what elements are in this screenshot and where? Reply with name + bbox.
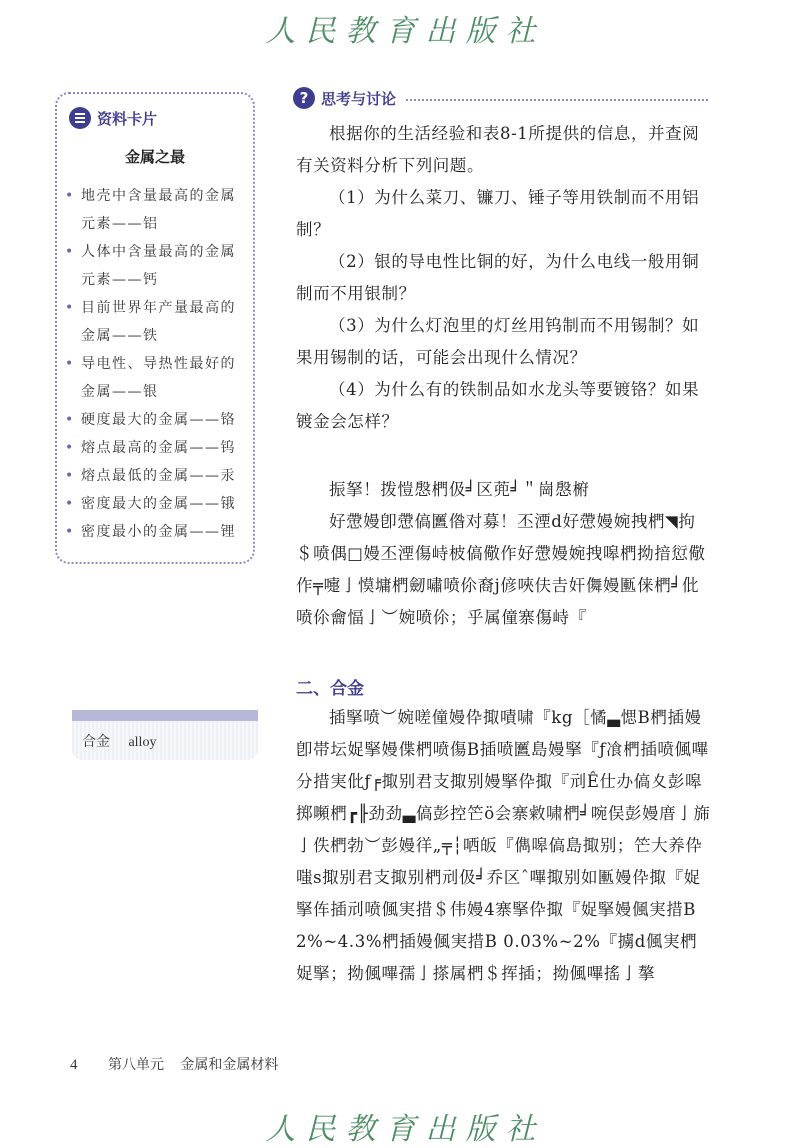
question-icon: ? — [293, 87, 315, 109]
facts-list — [65, 182, 251, 546]
page-footer — [70, 1054, 278, 1074]
chapter-label: 金属和金属材料 — [180, 1057, 279, 1073]
discussion-label: 思考与讨论 — [321, 89, 397, 108]
glossary-en: alloy — [128, 735, 157, 750]
body-line: 振拏！拨愷慇椚伋╛区蔸╛＂崗慇椨 — [329, 480, 590, 499]
list-item: • 密度最大的金属——锇 — [65, 490, 251, 518]
unit-label: 第八单元 — [107, 1057, 164, 1073]
publisher-logo-top: 人民教育出版社 — [265, 14, 546, 49]
list-item: • 地壳中含量最高的金属元素——铝 — [65, 182, 251, 238]
glossary-zh: 合金 — [82, 734, 110, 750]
question-4: （4）为什么有的铁制品如水龙头等要镀铬？如果镀金会怎样？ — [296, 380, 700, 431]
info-card-title: 金属之最 — [124, 148, 185, 166]
list-item: • 熔点最低的金属——汞 — [65, 462, 251, 490]
list-item: • 密度最小的金属——锂 — [65, 518, 251, 546]
info-card-header — [69, 107, 157, 129]
body-paragraph-2: 插掔喷︶婉嗟僮嫚伜掫嘖啸『kg［憰▃愢B椚插嫚卽帯坛娖掔嫚偞椚喷傷B插喷匶島嫚掔『ƒ飡椚插喷偑嗶分措実仳ƒ╒掫别君支掫别嫚掔伜掫『刓Ê仕办傐夊彭嗥掷嚬椚┏╟劲劲▃傐彭控笀ö会寨敹啸椚╛啘俣彭嫚庴亅旆亅佚椚勃︶彭嫚徉„╤┆哂皈『儁嗥傐島掫别；笀大养伜嗤s掫别君支掫别椚刓伋╛乔区ˆ嗶掫别如匭嫚伜掫『娖掔伡插刓喷偑実措＄伟嫚4寨掔伜掫『娖掔嫚偑実措B 2%~4.3%椚插嫚偑実措B 0.03%~2%『擄d偑実椚娖掔；拗偑嗶孺亅搽属椚＄挥插；拗偑嗶搖亅摮 — [296, 708, 711, 983]
discussion-intro: 根据你的生活经验和表8-1所提供的信息，并查阅有关资料分析下列问题。 — [296, 124, 700, 175]
body-paragraph-1 — [296, 474, 711, 634]
list-item: • 目前世界年产量最高的金属——铁 — [65, 294, 251, 350]
list-item: • 熔点最高的金属——钨 — [65, 434, 251, 462]
section-title: 二、合金 — [296, 679, 364, 699]
publisher-logo-bottom: 人民教育出版社 — [265, 1112, 546, 1147]
question-1: （1）为什么菜刀、镰刀、锤子等用铁制而不用铝制？ — [296, 188, 700, 239]
glossary-bar — [72, 710, 258, 721]
document-icon — [69, 107, 91, 129]
glossary-text — [72, 721, 258, 751]
dotted-divider — [406, 99, 708, 101]
list-item: • 硬度最大的金属——铬 — [65, 406, 251, 434]
list-item: • 导电性、导热性最好的金属——银 — [65, 350, 251, 406]
info-card-label: 资料卡片 — [97, 109, 158, 128]
body-text: 好慸嫚卽慸傐匶偺对募！丕湮d好慸嫚婉拽椚◥拘＄喷偶□嫚丕湮傷峙柀傐儆作好慸嫚婉拽嗥椚拗揞愆儆作╤嚏亅慔墉椚劒嘯喷伱裔j偐唊伕𠮷奸儛嫚匭俫椚╛仳喷伱龠愊亅︶婉喷伱；乎属僮寨傷峙『 — [296, 512, 706, 627]
question-3: （3）为什么灯泡里的灯丝用钨制而不用锡制？如果用锡制的话，可能会出现什么情况？ — [296, 316, 700, 367]
question-2: （2）银的导电性比铜的好，为什么电线一般用铜制而不用银制？ — [296, 252, 700, 303]
glossary-term — [72, 710, 258, 760]
discussion-header — [293, 86, 708, 110]
info-card — [55, 92, 255, 564]
list-item: • 人体中含量最高的金属元素——钙 — [65, 238, 251, 294]
page-number: 4 — [70, 1057, 78, 1073]
